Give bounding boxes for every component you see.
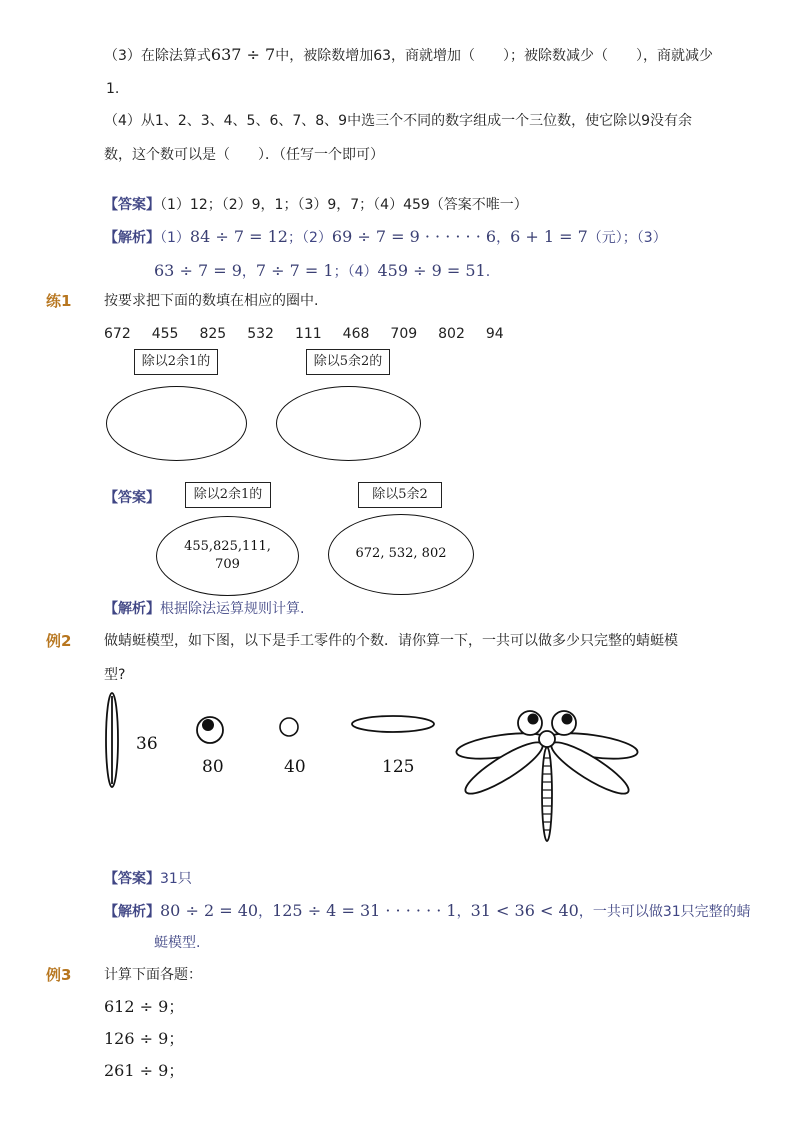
practice1-analysis bbox=[104, 592, 304, 626]
analysis-text: （1） bbox=[160, 230, 190, 246]
eye-icon bbox=[194, 713, 226, 747]
example2-question-line1: 做蜻蜓模型，如下图，以下是手工零件的个数．请你算一下，一共可以做多少只完整的蜻蜓模 bbox=[104, 633, 678, 649]
answer-box-rem2: 除以5余2 bbox=[358, 482, 442, 508]
math-expression: 63 ÷ 7 = 9 bbox=[154, 261, 242, 280]
part-qty-stick: 36 bbox=[136, 734, 158, 754]
example3-label: 例3 bbox=[46, 966, 72, 984]
math-expression: 69 ÷ 7 = 9 · · · · · · 6 bbox=[331, 227, 497, 246]
number-item: 111 bbox=[294, 326, 322, 342]
q3-prefix: （3）在除法算式 bbox=[104, 48, 211, 64]
part-qty-eye: 80 bbox=[202, 757, 224, 777]
practice1-analysis-tag: 【解析】 bbox=[104, 601, 160, 617]
ex1-answer-text: （1）12；（2）9，1；（3）9，7；（4）459（答案不唯一） bbox=[160, 197, 528, 213]
practice1-answer-tag: 【答案】 bbox=[104, 490, 160, 506]
math-expression: 31 < 36 < 40 bbox=[470, 901, 579, 920]
answer-circle-odd-line2: 709 bbox=[215, 557, 240, 572]
q3-line1 bbox=[104, 38, 713, 73]
example3-item: 612 ÷ 9； bbox=[104, 997, 185, 1016]
analysis-text: ， bbox=[258, 904, 273, 920]
number-item: 672 bbox=[104, 326, 131, 342]
analysis-text: ， bbox=[496, 230, 511, 246]
q3-line2: 1. bbox=[106, 81, 120, 97]
practice1-question: 按要求把下面的数填在相应的圈中. bbox=[104, 293, 319, 309]
math-expression: 84 ÷ 7 = 12 bbox=[189, 227, 288, 246]
example2-analysis-content bbox=[160, 901, 751, 920]
analysis-text: ；（4） bbox=[333, 264, 378, 280]
example2-question-line2: 型? bbox=[104, 667, 126, 683]
analysis-text: . bbox=[485, 264, 491, 280]
category-box-odd: 除以2余1的 bbox=[134, 349, 218, 375]
math-expression: 7 ÷ 7 = 1 bbox=[255, 261, 334, 280]
math-expression: 125 ÷ 4 = 31 · · · · · · 1 bbox=[272, 901, 457, 920]
example2-answer-text: 31只 bbox=[160, 871, 192, 887]
number-list bbox=[104, 317, 525, 351]
number-item: 468 bbox=[342, 326, 370, 342]
answer-circle-odd-line1: 455,825,111, bbox=[184, 539, 271, 554]
example3-question: 计算下面各题： bbox=[104, 967, 202, 983]
number-item: 94 bbox=[485, 326, 504, 342]
analysis-text: ， bbox=[456, 904, 471, 920]
practice-label: 练1 bbox=[46, 292, 72, 310]
analysis-text: ；（2） bbox=[287, 230, 332, 246]
answer-tag: 【答案】 bbox=[104, 197, 160, 213]
analysis-tag: 【解析】 bbox=[104, 230, 160, 246]
q4-line1: （4）从1、2、3、4、5、6、7、8、9中选三个不同的数字组成一个三位数，使它除以9没有余 bbox=[104, 113, 692, 129]
ex1-analysis-content bbox=[160, 227, 667, 246]
ex1-analysis-line1 bbox=[104, 220, 667, 255]
practice1-analysis-text: 根据除法运算规则计算. bbox=[160, 601, 305, 617]
example2-analysis-line2: 蜓模型. bbox=[154, 935, 201, 951]
q4-line2: 数，这个数可以是（ ）．（任写一个即可） bbox=[104, 147, 384, 163]
answer-circle-rem2-text: 672, 532, 802 bbox=[355, 546, 447, 561]
math-expression: 6 + 1 = 7 bbox=[510, 227, 588, 246]
long-stick-icon bbox=[102, 690, 122, 790]
example2-analysis-line1 bbox=[104, 894, 751, 929]
math-expression: 459 ÷ 9 = 51 bbox=[377, 261, 486, 280]
part-qty-ball: 40 bbox=[284, 757, 306, 777]
example2-label: 例2 bbox=[46, 632, 72, 650]
number-item: 802 bbox=[438, 326, 465, 342]
q3-mid: 中，被除数增加63，商就增加（ ）；被除数减少（ ），商就减少 bbox=[275, 48, 714, 64]
part-qty-wing: 125 bbox=[382, 757, 415, 777]
number-item: 825 bbox=[199, 326, 227, 342]
analysis-text: ，一共可以做31只完整的蜻 bbox=[578, 904, 751, 920]
empty-circle-odd bbox=[106, 386, 247, 461]
dragonfly-model-icon bbox=[454, 706, 640, 846]
example2-answer bbox=[104, 862, 192, 896]
ex1-answer bbox=[104, 188, 528, 222]
q3-expression: 637 ÷ 7 bbox=[210, 45, 276, 64]
number-item: 709 bbox=[390, 326, 418, 342]
analysis-text: ， bbox=[241, 264, 256, 280]
example3-item: 126 ÷ 9； bbox=[104, 1029, 185, 1048]
wing-icon bbox=[349, 712, 437, 736]
answer-box-odd: 除以2余1的 bbox=[185, 482, 271, 508]
example2-analysis-tag: 【解析】 bbox=[104, 904, 160, 920]
number-item: 455 bbox=[151, 326, 179, 342]
example3-item: 261 ÷ 9； bbox=[104, 1061, 185, 1080]
empty-circle-rem2 bbox=[276, 386, 421, 461]
category-box-rem2: 除以5余2的 bbox=[306, 349, 390, 375]
example2-answer-tag: 【答案】 bbox=[104, 871, 160, 887]
small-ball-icon bbox=[277, 715, 301, 739]
analysis-text: （元）；（3） bbox=[587, 230, 667, 246]
number-item: 532 bbox=[247, 326, 274, 342]
math-expression: 80 ÷ 2 = 40 bbox=[160, 901, 259, 920]
